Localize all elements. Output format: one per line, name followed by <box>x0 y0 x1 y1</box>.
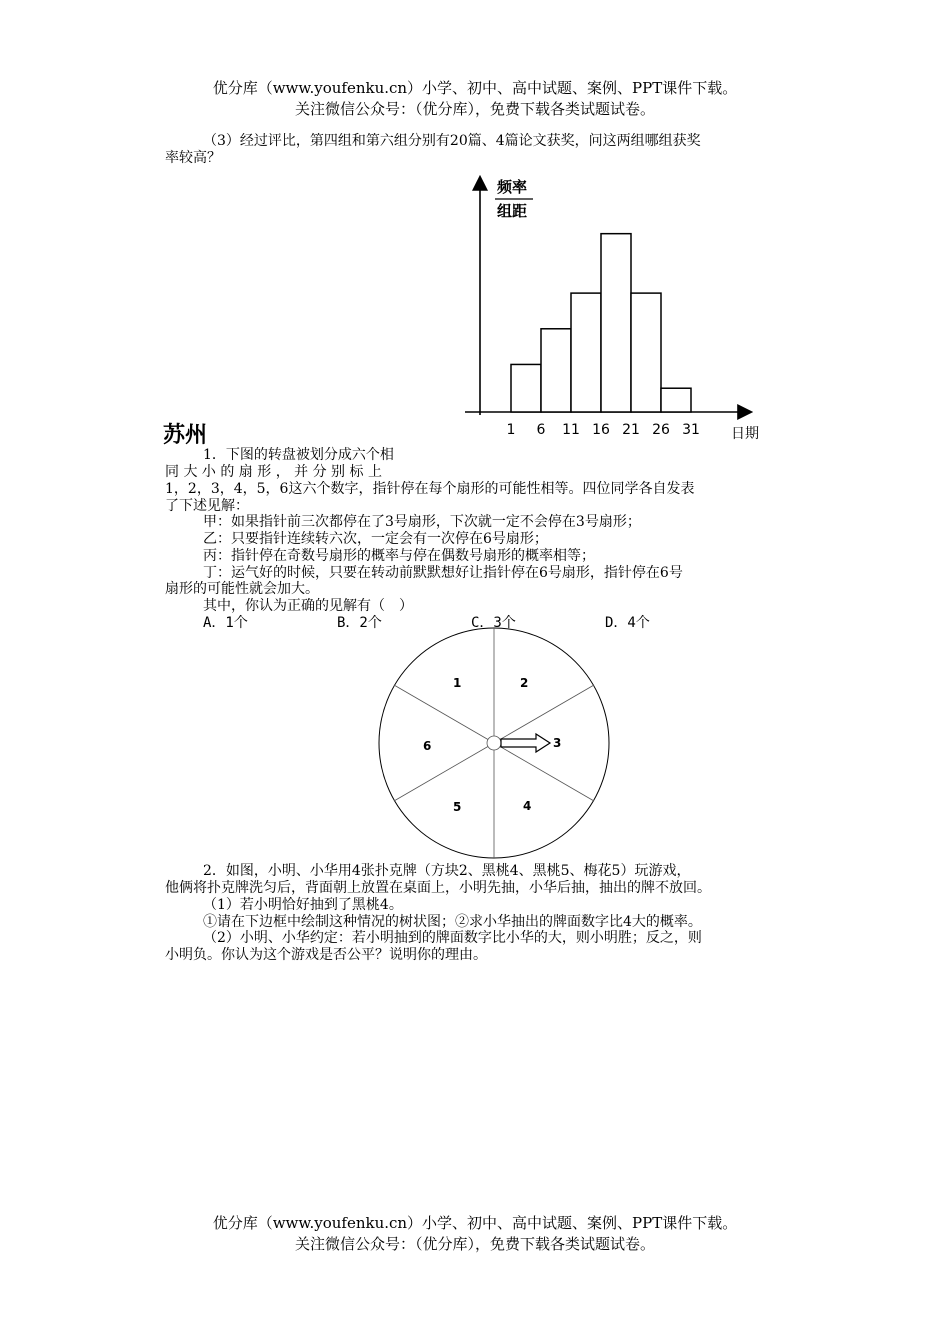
choice-b: B．2个 <box>337 615 382 631</box>
p2-line-2: 他俩将扑克牌洗匀后，背面朝上放置在桌面上，小明先抽，小华后抽，抽出的牌不放回。 <box>165 880 711 896</box>
section-title: 苏州 <box>163 423 208 448</box>
p1-line-4: 了下述见解： <box>165 498 249 514</box>
histogram-bar <box>511 364 541 412</box>
p2-line-5: （2）小明、小华约定：若小明抽到的牌面数字比小华的大，则小明胜；反之，则 <box>203 930 702 946</box>
footer-line-2: 关注微信公众号：（优分库），免费下载各类试题试卷。 <box>294 1235 655 1253</box>
p2-line-6: 小明负。你认为这个游戏是否公平？说明你的理由。 <box>165 947 487 963</box>
spinner-pointer <box>501 734 550 752</box>
p1-question: 其中，你认为正确的见解有（ ） <box>203 598 413 614</box>
x-label: 日期 <box>731 426 759 442</box>
histogram-bar <box>541 329 571 412</box>
choice-a: A．1个 <box>203 615 248 631</box>
footer-line-1: 优分库（www.youfenku.cn）小学、初中、高中试题、案例、PPT课件下载。 <box>212 1214 738 1232</box>
p1-bing: 丙：指针停在奇数号扇形的概率与停在偶数号扇形的概率相等； <box>203 548 595 564</box>
header-line-2: 关注微信公众号：（优分库），免费下载各类试题试卷。 <box>294 100 655 118</box>
sector-label-3: 3 <box>553 736 562 750</box>
p1-yi: 乙：只要指针连续转六次，一定会有一次停在6号扇形； <box>203 531 548 547</box>
spinner-diagram <box>370 625 630 865</box>
spinner-divider <box>394 685 494 743</box>
p1-jia: 甲：如果指针前三次都停在了3号扇形，下次就一定不会停在3号扇形； <box>203 514 641 530</box>
p2-line-1: 2．如图，小明、小华用4张扑克牌（方块2、黑桃4、黑桃5、梅花5）玩游戏， <box>203 863 691 879</box>
y-label-bottom: 组距 <box>497 202 528 220</box>
choice-d: D．4个 <box>605 615 650 631</box>
q3-line-1: （3）经过评比，第四组和第六组分别有20篇、4篇论文获奖，问这两组哪组获奖 <box>203 133 701 149</box>
sector-label-2: 2 <box>520 676 529 690</box>
p1-ding-2: 扇形的可能性就会加大。 <box>165 581 319 597</box>
p2-line-3: （1）若小明恰好抽到了黑桃4。 <box>203 897 403 913</box>
x-tick-label: 26 <box>652 422 670 438</box>
sector-label-6: 6 <box>423 739 432 753</box>
x-tick-label: 6 <box>536 422 546 438</box>
x-tick-label: 31 <box>682 422 700 438</box>
q3-line-2: 率较高？ <box>165 150 221 166</box>
spinner-divider <box>494 685 594 743</box>
p1-ding-1: 丁：运气好的时候，只要在转动前默默想好让指针停在6号扇形，指针停在6号 <box>203 565 683 581</box>
p1-line-3: 1，2，3，4，5，6这六个数字，指针停在每个扇形的可能性相等。四位同学各自发表 <box>165 481 695 497</box>
y-label-top: 频率 <box>497 178 528 196</box>
choice-c: C．3个 <box>471 615 516 631</box>
spinner-divider <box>394 743 494 801</box>
sector-label-4: 4 <box>523 799 532 813</box>
spinner-hub <box>487 736 501 750</box>
sector-label-1: 1 <box>453 676 462 690</box>
sector-label-5: 5 <box>453 800 462 814</box>
histogram-bar <box>661 388 691 412</box>
histogram-chart <box>455 170 785 445</box>
p1-line-1: 1．下图的转盘被划分成六个相 <box>203 447 394 463</box>
p2-line-4: ①请在下边框中绘制这种情况的树状图；②求小华抽出的牌面数字比4大的概率。 <box>203 914 702 930</box>
x-tick-label: 16 <box>592 422 610 438</box>
histogram-bar <box>631 293 661 412</box>
x-tick-label: 1 <box>506 422 516 438</box>
x-tick-label: 11 <box>562 422 580 438</box>
header-line-1: 优分库（www.youfenku.cn）小学、初中、高中试题、案例、PPT课件下载。 <box>212 79 738 97</box>
p1-line-2: 同 大 小 的 扇 形 ， 并 分 别 标 上 <box>165 464 382 480</box>
spinner-divider <box>494 743 594 801</box>
histogram-bar <box>571 293 601 412</box>
x-tick-label: 21 <box>622 422 640 438</box>
histogram-bar <box>601 234 631 412</box>
